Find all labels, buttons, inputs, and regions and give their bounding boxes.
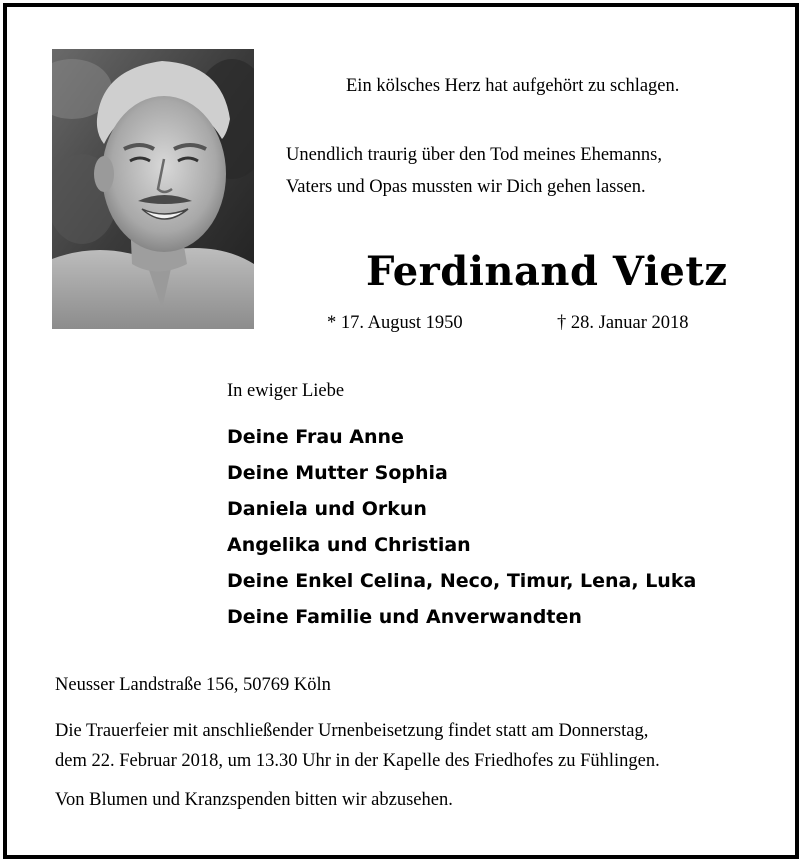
portrait-photo — [52, 49, 254, 329]
mourner-line: Deine Mutter Sophia — [227, 462, 448, 484]
farewell-intro: In ewiger Liebe — [227, 381, 345, 401]
ceremony-line-1: Die Trauerfeier mit anschließender Urnenbeisetzung findet statt am Donnerstag, — [55, 721, 649, 741]
ceremony-line-2: dem 22. Februar 2018, um 13.30 Uhr in der Kapelle des Friedhofes zu Fühlingen. — [55, 751, 660, 771]
address: Neusser Landstraße 156, 50769 Köln — [55, 675, 331, 695]
mourner-line: Deine Frau Anne — [227, 426, 404, 448]
intro-line-2: Vaters und Opas mussten wir Dich gehen lassen. — [286, 177, 646, 197]
intro-line-1: Unendlich traurig über den Tod meines Ehemanns, — [286, 145, 662, 165]
mourner-line: Deine Familie und Anverwandten — [227, 606, 582, 628]
mourner-line: Daniela und Orkun — [227, 498, 427, 520]
death-date: † 28. Januar 2018 — [557, 313, 689, 333]
deceased-name: Ferdinand Vietz — [366, 248, 728, 295]
headline: Ein kölsches Herz hat aufgehört zu schlagen. — [346, 76, 680, 96]
mourner-line: Deine Enkel Celina, Neco, Timur, Lena, Luka — [227, 570, 697, 592]
closing-note: Von Blumen und Kranzspenden bitten wir abzusehen. — [55, 790, 453, 810]
mourner-line: Angelika und Christian — [227, 534, 471, 556]
birth-date: * 17. August 1950 — [327, 313, 463, 333]
